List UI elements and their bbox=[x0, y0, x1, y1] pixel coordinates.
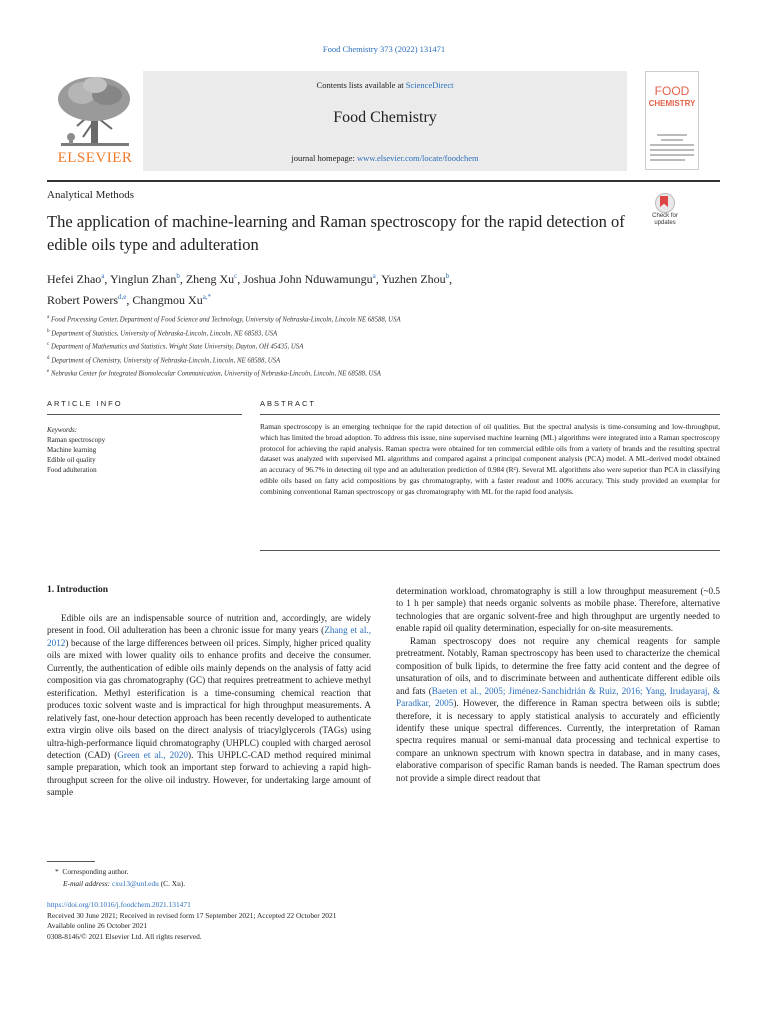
affiliation-sup: a bbox=[47, 315, 50, 320]
text-run: ). However, the difference in Raman spectra between oils is subtle; therefore, it is necessary to apply statistical analysis to accurately and efficiently identify these unique spectral differences. Currently, the interpretation of Raman spectra requires manual or semi-manual data processing and technical expertise to compare an unknown spectrum with known spectra in database, and in many cases, elaborative comparison of specific Raman bands is needed. The Raman spectrum does not provide a simple direct readout that bbox=[396, 698, 720, 783]
text-run: Edible oils are an indispensable source of nutrition and, accordingly, are widely present in food. Oil adulteration has been a chronic issue for many years ( bbox=[47, 613, 371, 636]
affiliation-sup: e bbox=[47, 369, 50, 375]
contents-line bbox=[143, 80, 627, 90]
affiliation-text: Department of Chemistry, University of Nebraska-Lincoln, Lincoln, NE 68588, USA bbox=[51, 356, 281, 364]
check-for-updates-button[interactable] bbox=[648, 193, 682, 229]
author-sup[interactable]: b bbox=[445, 272, 450, 280]
received-dates: Received 30 June 2021; Received in revised form 17 September 2021; Accepted 22 October 2021 bbox=[47, 910, 337, 920]
author-name[interactable]: Robert Powers bbox=[47, 292, 118, 307]
article-title: The application of machine-learning and Raman spectroscopy for the rapid detection of edible oils type and adulteration bbox=[47, 212, 625, 254]
footnote-rule bbox=[47, 861, 95, 862]
elsevier-wordmark: ELSEVIER bbox=[57, 150, 133, 166]
author-name[interactable]: Zheng Xu bbox=[185, 272, 235, 286]
affiliation-sup: c bbox=[47, 342, 50, 348]
sciencedirect-link[interactable]: ScienceDirect bbox=[405, 80, 454, 90]
copyright: 0308-8146/© 2021 Elsevier Ltd. All rights reserved. bbox=[47, 931, 202, 941]
author-name[interactable]: Joshua John Nduwamungu bbox=[243, 272, 373, 286]
affiliation-sup: d bbox=[47, 355, 50, 361]
abstract-heading: ABSTRACT bbox=[260, 399, 317, 408]
author-sup[interactable]: a bbox=[372, 272, 376, 280]
author-sup[interactable]: a bbox=[101, 272, 105, 280]
homepage-link[interactable]: www.elsevier.com/locate/foodchem bbox=[356, 153, 479, 163]
corresponding-text: Corresponding author. bbox=[62, 867, 129, 876]
affiliation-text: Food Processing Center, Department of Food Science and Technology, University of Nebraska-Lincoln, Lincoln NE 68588, USA bbox=[50, 316, 401, 324]
paragraph bbox=[47, 612, 371, 799]
citation-link[interactable]: Baeten et al., 2005; Jiménez-Sanchidrián & Ruiz, 2016; Yang, Irudayaraj, & Paradkar, 2005 bbox=[396, 685, 720, 709]
author-name[interactable]: Yuzhen Zhou bbox=[381, 272, 446, 286]
article-info-heading: ARTICLE INFO bbox=[47, 399, 123, 408]
keyword: Edible oil quality bbox=[47, 456, 96, 464]
journal-citation[interactable]: Food Chemistry 373 (2022) 131471 bbox=[322, 44, 446, 54]
author-sup[interactable]: d,e bbox=[118, 292, 127, 301]
affiliation-text: Department of Mathematics and Statistics, Wright State University, Dayton, OH 45435, USA bbox=[50, 343, 304, 351]
author-name[interactable]: Yinglun Zhan bbox=[109, 272, 177, 286]
contents-prefix: Contents lists available at bbox=[316, 80, 406, 90]
keywords-block bbox=[47, 425, 237, 475]
header-rule bbox=[47, 180, 720, 182]
author-list: Hefei Zhao$^a$, Yinglun Zhan$^b$, Zheng Xu$^c$, Joshua John Nduwamungu$^a$, Yuzhen Zhou$^b$, Robert Powers$^{d,e}$, Changmou $Xu^{a,*}$ bbox=[47, 272, 453, 307]
affiliation-sup: b bbox=[47, 328, 50, 334]
available-online: Available online 26 October 2021 bbox=[47, 921, 148, 931]
article-section: Analytical Methods bbox=[47, 189, 135, 201]
journal-banner bbox=[47, 71, 627, 171]
keywords-label: Keywords: bbox=[47, 426, 78, 434]
article-info-rule bbox=[47, 414, 242, 415]
text-run: ). This UHPLC-CAD method required minimal sample preparation, which took an important step forward to achieving a rapid high-throughput screen for the olive oil industry. However, for undertaking large amount of sample bbox=[47, 749, 372, 798]
right-column bbox=[396, 585, 720, 784]
author-sup[interactable]: b bbox=[176, 272, 180, 280]
author-sup[interactable]: a,* bbox=[202, 292, 212, 301]
author-name[interactable]: Changmou Xu bbox=[132, 292, 203, 307]
doi-link[interactable]: https://doi.org/10.1016/j.foodchem.2021.131471 bbox=[47, 900, 191, 909]
footnotes bbox=[55, 866, 185, 889]
publication-info bbox=[47, 900, 336, 942]
email-label: E-mail address: bbox=[63, 878, 112, 888]
author-sup[interactable]: c bbox=[234, 272, 238, 280]
author-name[interactable]: Hefei Zhao bbox=[47, 272, 102, 286]
text-run: ) because of the large differences between oil prices. Simply, higher priced quality oils are mixed with lower quality oils to enhance profits and deceive the consumer. Currently, the authentication of edible oils mainly depends on the analysis of fatty acid composition via gas chromatography (GC) that requires pretreatment to achieve methyl esterification. Methyl esterification is a time-consuming chemical reaction that produces toxic solvent waste and is impractical for high throughput measurements. A relatively fast, one-hour detection approach has been recently developed to authenticate extra virgin olive oils based on the direct analysis of triacylglycerols (TAGs) using ultra-high-performance liquid chromatography (UHPLC) coupled with charged aerosol detection (CAD) ( bbox=[47, 637, 371, 760]
email-note bbox=[55, 878, 185, 890]
homepage-prefix: journal homepage: bbox=[291, 153, 357, 163]
text-run: Raman spectroscopy does not require any chemical reagents for sample pretreatment. Notably, Raman spectroscopy has been used to characterize the chemical composition of bulk lipids, to determine the free fatty acid content and the degree of unsaturation of oils, and to discriminate between and authenticate different edible oils and fats ( bbox=[396, 635, 720, 696]
affiliation-text: Department of Statistics, University of Nebraska-Lincoln, Lincoln, NE 68583, USA bbox=[51, 329, 278, 337]
cover-text-lines bbox=[650, 134, 694, 164]
journal-title[interactable]: Food Chemistry bbox=[333, 109, 437, 126]
affiliation bbox=[47, 326, 647, 340]
cover-title-food: FOOD bbox=[654, 84, 690, 98]
citation-link[interactable]: Green et al., 2020 bbox=[117, 749, 189, 760]
corresponding-note: * Corresponding author. bbox=[55, 867, 129, 876]
journal-homepage bbox=[143, 153, 627, 163]
affiliation bbox=[47, 339, 647, 353]
check-updates-label: Check for updates bbox=[652, 213, 678, 226]
elsevier-logo[interactable] bbox=[47, 71, 143, 171]
keyword: Raman spectroscopy bbox=[47, 436, 106, 444]
journal-cover[interactable] bbox=[645, 71, 699, 170]
abstract-text: Raman spectroscopy is an emerging technique for the rapid detection of oil qualities. But the spectral analysis is time-consuming and low-throughput, which has limited the broad adoption. To address this issue, nine supervised machine learning (ML) algorithms were integrated into a Raman spectroscopy protocol for achieving the rapid analysis. Raman spectra were obtained for ten commercial edible oils from a variety of brands and the resulting spectral dataset was analyzed with supervised ML algorithms and compared against a principal component analysis (PCA) model. A ML-derived model obtained an accuracy of 96.7% in detecting oil type and an adulteration prediction of 0.984 (R²). Several ML algorithms also were superior than PCA in classifying edible oils based on fatty acid compositions by gas chromatography, with a faster readout and 100% accuracy. This study provided an exemplar for combining conventional Raman spectroscopy or gas chromatography with ML for the rapid food analysis. bbox=[260, 422, 720, 496]
affiliation bbox=[47, 353, 647, 367]
affiliation-list bbox=[47, 312, 647, 380]
citation-link[interactable]: Zhang et al., 2012 bbox=[47, 625, 372, 648]
abstract-bottom-rule bbox=[260, 550, 720, 551]
section-heading: 1. Introduction bbox=[47, 585, 109, 595]
affiliation bbox=[47, 366, 647, 380]
tree-icon bbox=[47, 71, 143, 151]
journal-info-box bbox=[143, 71, 627, 171]
email-suffix: (C. Xu). bbox=[158, 878, 186, 888]
affiliation-text: Nebraska Center for Integrated Biomolecular Communication, University of Nebraska-Lincoln, Lincoln, NE 68588, USA bbox=[50, 370, 381, 378]
cover-title-chemistry: CHEMISTRY bbox=[648, 99, 696, 108]
keyword: Machine learning bbox=[47, 446, 97, 454]
affiliation bbox=[47, 312, 647, 326]
paragraph bbox=[396, 635, 720, 784]
abstract-rule bbox=[260, 414, 720, 415]
email-link[interactable]: cxu13@unl.edu bbox=[112, 878, 159, 888]
paragraph: determination workload, chromatography is still a low throughput measurement (~0.5 to 1 h per sample) that needs organic solvents as mobile phase. Therefore, alternative technologies that are organic solvent-free and high throughput are urgently needed to enable rapid oil quality determination, especially for on-site measurements. bbox=[396, 586, 720, 634]
keyword: Food adulteration bbox=[47, 466, 97, 474]
left-column bbox=[47, 612, 371, 799]
